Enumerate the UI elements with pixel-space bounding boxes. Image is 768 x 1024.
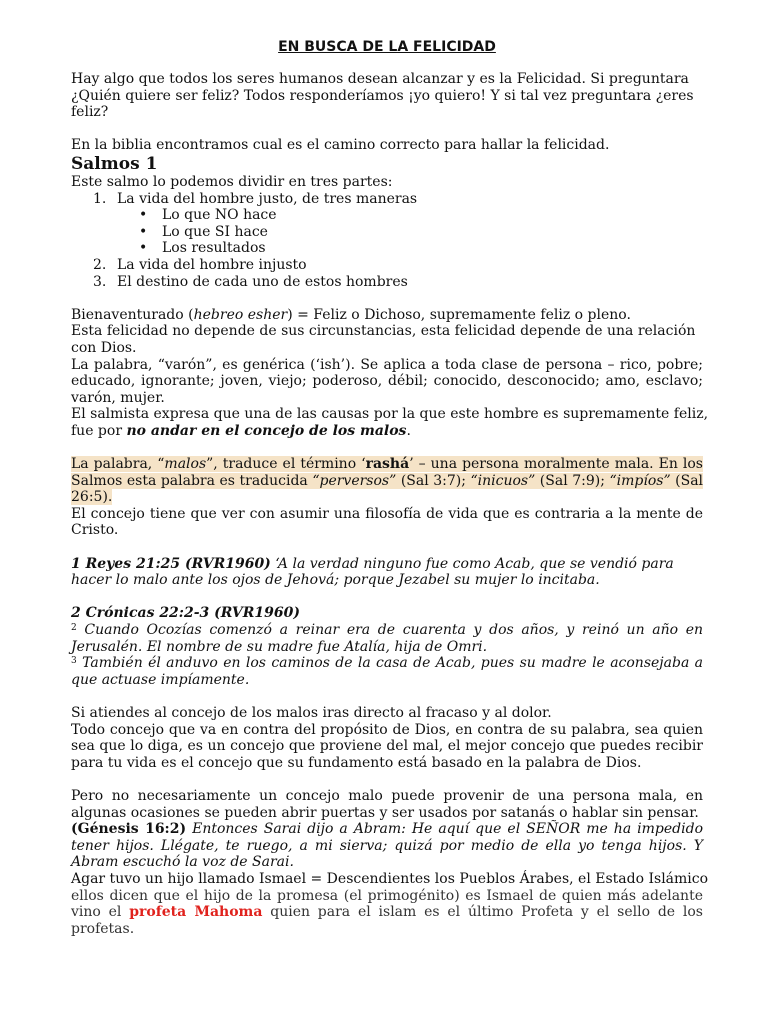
highlighted-paragraph xyxy=(71,456,703,506)
malos-line xyxy=(71,473,703,490)
italic-run: “inicuos” xyxy=(470,472,536,489)
highlighted-term: profeta Mahoma xyxy=(129,904,263,921)
bullet-icon: • xyxy=(139,207,148,224)
text-run: ”, traduce el término ‘ xyxy=(206,456,366,473)
italic-run: malos xyxy=(164,456,207,473)
cronicas-line xyxy=(71,655,703,672)
text-run: (Sal 3:7); xyxy=(396,472,471,489)
list-number: 3. xyxy=(93,273,107,290)
intro-paragraph xyxy=(71,71,703,121)
verse-number: 2 xyxy=(71,623,77,633)
bullet-icon: • xyxy=(139,223,148,240)
bold-italic-run: no andar en el concejo de los malos xyxy=(126,422,407,439)
italic-run: Entonces Sarai dijo a Abram: He aquí que el SEÑOR me ha impedido xyxy=(186,821,704,838)
bullet-text: Lo que NO hace xyxy=(162,207,277,224)
italic-run: ‘A la verdad ninguno fue como Acab, que se vendió para xyxy=(270,555,674,572)
italic-run: “perversos” xyxy=(312,472,397,489)
bullet-item xyxy=(71,207,703,224)
salmos-heading: Salmos 1 xyxy=(71,153,158,174)
italic-run: Cuando Ocozías comenzó a reinar era de cuarenta y dos años, y reinó un año en xyxy=(76,622,703,638)
verse-reference: 2 Crónicas 22:2-3 (RVR1960) xyxy=(71,605,300,622)
italic-run: tener hijos. Llégate, te ruego, a mi sierva; quizá por medio de ella yo tenga hijos. Y xyxy=(71,837,703,854)
list-number: 1. xyxy=(93,190,107,207)
cronicas-line xyxy=(71,622,703,639)
list-text: La vida del hombre injusto xyxy=(117,256,307,273)
bullet-icon: • xyxy=(139,240,148,257)
bullet-text: Lo que SI hace xyxy=(162,223,268,240)
cronicas-line xyxy=(71,672,703,689)
text-run: quien para el islam es el último Profeta y el sello de los xyxy=(262,904,703,921)
text-run: 26:5). xyxy=(71,489,113,506)
malos-line xyxy=(71,489,703,506)
agar-line: Agar tuvo un hijo llamado Ismael = Descendientes los Pueblos Árabes, el Estado Islámico xyxy=(71,870,709,887)
felicidad-line: Esta felicidad no depende de sus circunstancias, esta felicidad depende de una relación xyxy=(71,323,696,340)
felicidad-line: con Dios. xyxy=(71,339,137,356)
text-run: ’ – una persona moralmente mala. En los xyxy=(409,456,703,473)
todo-concejo-line: para tu vida es el concejo que su fundamento está basado en la palabra de Dios. xyxy=(71,754,642,771)
italic-run: También él anduvo en los caminos de la casa de Acab, pues su madre le aconsejaba a xyxy=(76,655,703,672)
list-item xyxy=(71,191,703,208)
reyes-line xyxy=(71,572,703,589)
list-number: 2. xyxy=(93,256,107,273)
text-run: La palabra, “ xyxy=(71,456,165,473)
cronicas-line xyxy=(71,639,703,656)
document-page xyxy=(71,38,709,937)
atiendes-line: Si atiendes al concejo de los malos iras directo al fracaso y al dolor. xyxy=(71,704,552,721)
italic-run: que actuase impíamente. xyxy=(71,671,250,688)
text-run: Bienaventurado ( xyxy=(71,306,194,323)
italic-run: Jerusalén. El nombre de su madre fue Atalía, hija de Omri. xyxy=(71,638,488,655)
list-item xyxy=(71,274,703,291)
text-run: Salmos esta palabra es traducida xyxy=(71,472,313,489)
todo-concejo-line: sea que lo diga, es un concejo que proviene del mal, el mejor concejo que puedes recibir xyxy=(71,738,703,755)
genesis-line xyxy=(71,821,703,838)
text-run: ) = Feliz o Dichoso, supremamente feliz o pleno. xyxy=(287,306,631,323)
italic-run: hacer lo malo ante los ojos de Jehová; porque Jezabel su mujer lo incitaba. xyxy=(71,572,600,589)
varon-line: varón, mujer. xyxy=(71,389,165,406)
salmo-outline-list xyxy=(71,191,703,291)
italic-run: Abram escuchó la voz de Sarai. xyxy=(71,854,294,871)
intro-line: Hay algo que todos los seres humanos desean alcanzar y es la Felicidad. Si preguntara xyxy=(71,71,689,87)
list-text: El destino de cada uno de estos hombres xyxy=(117,273,408,290)
intro-line: ¿Quién quiere ser feliz? Todos responderíamos ¡yo quiero! Y si tal vez preguntara ¿eres xyxy=(71,87,694,104)
list-item xyxy=(71,257,703,274)
agar-line xyxy=(71,904,703,921)
genesis-line xyxy=(71,854,703,871)
concejo-line: Cristo. xyxy=(71,522,119,539)
salmista-line: El salmista expresa que una de las causas por la que este hombre es supremamente feliz, xyxy=(71,406,709,423)
text-run: vino el xyxy=(71,904,130,921)
cronicas-heading xyxy=(71,605,703,622)
bullet-item xyxy=(71,224,703,241)
salmista-line xyxy=(71,423,703,440)
italic-run: hebreo esher xyxy=(193,306,288,323)
varon-line: La palabra, “varón”, es genérica (‘ish’). Se aplica a toda clase de persona – rico, pobre; xyxy=(71,356,703,373)
malos-line xyxy=(71,456,703,473)
bienaventurado-line xyxy=(71,307,703,324)
verse-reference: 1 Reyes 21:25 (RVR1960) xyxy=(71,555,271,572)
document-title: EN BUSCA DE LA FELICIDAD xyxy=(278,39,496,55)
genesis-line xyxy=(71,838,703,855)
bold-run: rashá xyxy=(365,456,410,473)
verse-reference: (Génesis 16:2) xyxy=(71,821,187,838)
text-run: (Sal 7:9); xyxy=(535,472,610,489)
bullet-item xyxy=(71,240,703,257)
bullet-text: Los resultados xyxy=(162,240,266,257)
italic-run: “impíos” xyxy=(609,472,671,489)
todo-concejo-line: Todo concejo que va en contra del propósito de Dios, en contra de su palabra, sea quien xyxy=(71,721,703,738)
text-run: . xyxy=(406,422,411,439)
reyes-line xyxy=(71,556,703,573)
bible-line: En la biblia encontramos cual es el camino correcto para hallar la felicidad. xyxy=(71,137,610,154)
agar-line: ellos dicen que el hijo de la promesa (el primogénito) es Ismael de quien más adelante xyxy=(71,887,703,904)
salmo-intro: Este salmo lo podemos dividir en tres partes: xyxy=(71,173,393,190)
text-run: (Sal xyxy=(670,472,704,489)
pero-line: algunas ocasiones se pueden abrir puertas y ser usados por satanás o hablar sin pensar. xyxy=(71,804,699,821)
concejo-line: El concejo tiene que ver con asumir una filosofía de vida que es contraria a la mente de xyxy=(71,505,703,522)
list-text: La vida del hombre justo, de tres maneras xyxy=(117,190,418,207)
pero-line: Pero no necesariamente un concejo malo puede provenir de una persona mala, en xyxy=(71,787,703,804)
agar-line: profetas. xyxy=(71,920,135,937)
verse-number: 3 xyxy=(71,656,77,667)
intro-line: feliz? xyxy=(71,104,109,121)
text-run: fue por xyxy=(71,422,127,439)
varon-line: educado, ignorante; joven, viejo; poderoso, débil; conocido, desconocido; amo, esclavo; xyxy=(71,373,703,390)
